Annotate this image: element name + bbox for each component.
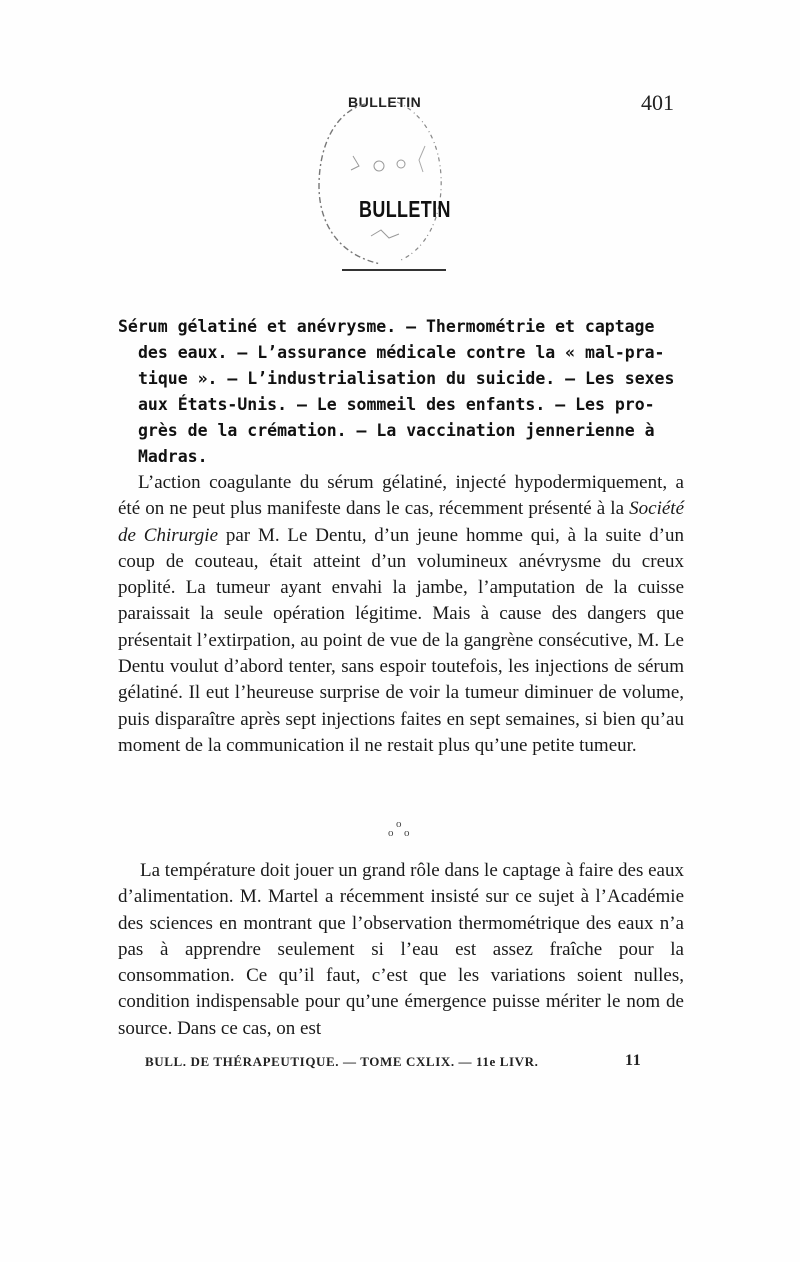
summary-line: grès de la crémation. — La vaccination jennerienne à <box>138 421 655 440</box>
paragraph-italic-society: Société de Chirurgie <box>118 498 684 546</box>
summary-line: des eaux. — L’assurance médicale contre la « mal-pra- <box>138 343 665 362</box>
page-number: 401 <box>641 90 674 115</box>
section-separator <box>388 818 418 840</box>
footer-text: BULL. DE THÉRAPEUTIQUE. — TOME CXLIX. — 11e LIVR. <box>145 1054 539 1069</box>
signature-mark: 11 <box>625 1052 642 1069</box>
section-title: BULLETIN <box>359 196 451 222</box>
summary-block <box>118 314 684 470</box>
running-head-title: BULLETIN <box>348 94 422 110</box>
library-stamp-icon <box>305 86 455 276</box>
summary-line: Sérum gélatiné et anévrysme. — Thermométrie et captage <box>118 317 655 336</box>
title-rule <box>342 269 446 271</box>
paragraph-temperature: La température doit jouer un grand rôle dans le captage à faire des eaux d’alimentation. M. Martel a récemment insisté sur ce sujet à l’Académie des sciences en montrant que l’observation thermométrique des eaux n’a pas à apprendre seulement si l’eau est assez fraîche pour la consommation. Ce qu’il faut, c’est que les variations soient nulles, condition indispensable pour qu’une émergence puisse mériter le nom de source. Dans ce cas, on est <box>118 860 684 1039</box>
paragraph-text: L’action coagulante du sérum gélatiné, injecté hypodermiquement, a été on ne peut plus manifeste dans le cas, récemment présenté à la <box>118 472 684 520</box>
separator-mark: o <box>396 818 402 830</box>
page-footer <box>145 1054 665 1074</box>
separator-mark: o <box>388 827 394 839</box>
separator-mark: o <box>404 827 410 839</box>
summary-line: aux États-Unis. — Le sommeil des enfants. — Les pro- <box>138 395 655 414</box>
summary-line: tique ». — L’industrialisation du suicide. — Les sexes <box>138 369 675 388</box>
summary-line: Madras. <box>138 447 208 466</box>
paragraph-serum <box>118 470 684 759</box>
paragraph-text: par M. Le Dentu, d’un jeune homme qui, à la suite d’un coup de couteau, était atteint d’un volumineux anévrysme du creux poplité. La tumeur ayant envahi la jambe, l’amputation de la cuisse paraissait la seule opération légitime. Mais à cause des dangers que présentait l’extirpation, au point de vue de la gangrène consécutive, M. Le Dentu voulut d’abord tenter, sans espoir toutefois, les injections de sérum gélatiné. Il eut l’heureuse surprise de voir la tumeur diminuer de volume, puis disparaître après sept injections faites en sept semaines, si bien qu’au moment de la communication il ne restait plus qu’une petite tumeur. <box>118 524 684 756</box>
